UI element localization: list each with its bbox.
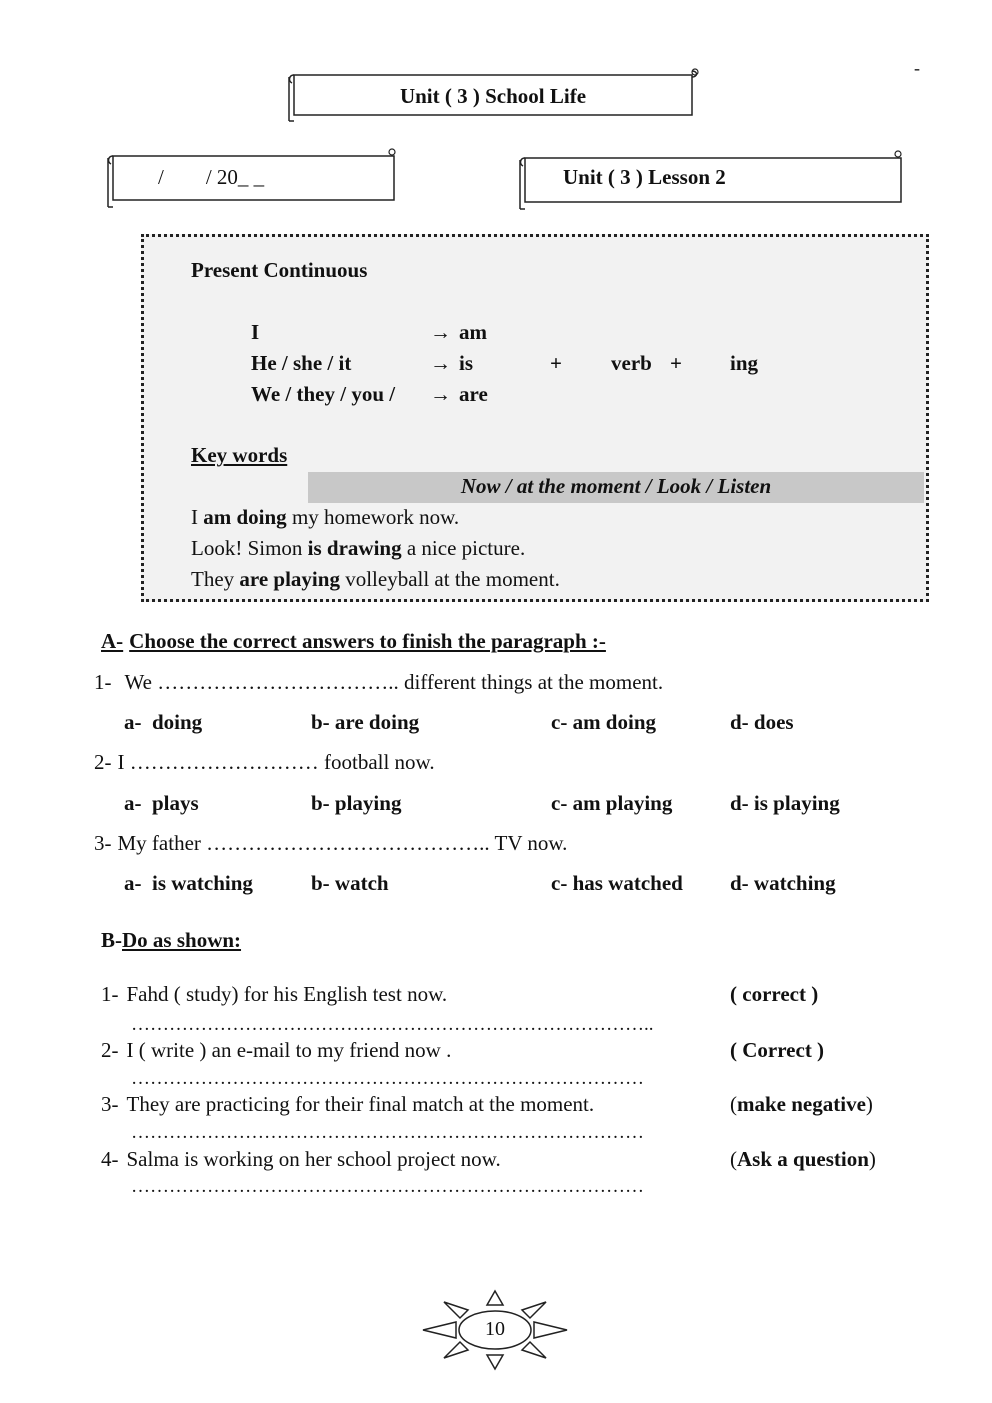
arrow-icon: → bbox=[430, 382, 451, 406]
example-2: Look! Simon is drawing a nice picture. bbox=[191, 536, 526, 560]
q2-option-a[interactable]: a- plays bbox=[124, 791, 199, 815]
unit-title: Unit ( 3 ) School Life bbox=[399, 84, 587, 108]
page-number-badge bbox=[420, 1288, 570, 1372]
q2-option-d[interactable]: d- is playing bbox=[730, 791, 840, 815]
arrow-icon: → bbox=[430, 351, 451, 375]
arrow-icon: → bbox=[430, 320, 451, 344]
verb-row-1: am bbox=[459, 320, 487, 344]
section-a-heading: A- Choose the correct answers to finish the paragraph :- bbox=[101, 629, 606, 653]
example-1: I am doing my homework now. bbox=[191, 505, 460, 529]
verb-row-2: is bbox=[459, 351, 474, 375]
corner-mark: - bbox=[914, 58, 920, 78]
q1-option-c[interactable]: c- am doing bbox=[551, 710, 656, 734]
question-2: 2- I ……………………… football now. bbox=[94, 750, 435, 774]
q2-option-b[interactable]: b- playing bbox=[311, 791, 402, 815]
exercise-3-task: (make negative) bbox=[730, 1092, 873, 1116]
subject-row-3: We / they / you / bbox=[251, 382, 396, 406]
key-words-label: Key words bbox=[191, 443, 288, 467]
formula-ending: ing bbox=[730, 351, 759, 375]
date-field: / / 20_ _ bbox=[158, 165, 265, 189]
exercise-1-answer-line[interactable]: ……………………………………………………………………….. bbox=[131, 1014, 654, 1035]
formula-verb: verb bbox=[611, 351, 652, 375]
page-number: 10 bbox=[485, 1318, 505, 1340]
exercise-4: 4- Salma is working on her school project now. bbox=[101, 1147, 501, 1171]
unit-title-banner bbox=[286, 67, 700, 123]
question-1: 1- We …………………………….. different things at the moment. bbox=[94, 670, 664, 694]
q3-option-b[interactable]: b- watch bbox=[311, 871, 389, 895]
section-b-heading: B-Do as shown: bbox=[101, 928, 242, 952]
q3-option-a[interactable]: a- is watching bbox=[124, 871, 253, 895]
question-3: 3- My father ………………………………….. TV now. bbox=[94, 831, 568, 855]
verb-row-3: are bbox=[459, 382, 488, 406]
lesson-title: Unit ( 3 ) Lesson 2 bbox=[563, 165, 726, 189]
q1-option-b[interactable]: b- are doing bbox=[311, 710, 420, 734]
q3-option-d[interactable]: d- watching bbox=[730, 871, 836, 895]
exercise-3-answer-line[interactable]: ……………………………………………………………………… bbox=[131, 1122, 644, 1143]
exercise-1-task: ( correct ) bbox=[730, 982, 819, 1006]
exercise-2: 2- I ( write ) an e-mail to my friend now . bbox=[101, 1038, 452, 1062]
date-banner bbox=[104, 147, 396, 209]
subject-row-1: I bbox=[251, 320, 260, 344]
formula-plus-1: + bbox=[550, 351, 562, 375]
q2-option-c[interactable]: c- am playing bbox=[551, 791, 673, 815]
exercise-1: 1- Fahd ( study) for his English test now. bbox=[101, 982, 448, 1006]
example-3: They are playing volleyball at the moment. bbox=[191, 567, 560, 591]
grammar-title: Present Continuous bbox=[191, 258, 368, 282]
exercise-2-answer-line[interactable]: ……………………………………………………………………… bbox=[131, 1068, 644, 1089]
formula-plus-2: + bbox=[670, 351, 682, 375]
q1-option-d[interactable]: d- does bbox=[730, 710, 794, 734]
key-words: Now / at the moment / Look / Listen bbox=[460, 474, 772, 498]
q3-option-c[interactable]: c- has watched bbox=[551, 871, 683, 895]
exercise-3: 3- They are practicing for their final match at the moment. bbox=[101, 1092, 595, 1116]
exercise-4-answer-line[interactable]: ……………………………………………………………………… bbox=[131, 1176, 644, 1197]
subject-row-2: He / she / it bbox=[251, 351, 352, 375]
lesson-banner bbox=[516, 149, 904, 211]
q1-option-a[interactable]: a- doing bbox=[124, 710, 203, 734]
exercise-2-task: ( Correct ) bbox=[730, 1038, 825, 1062]
exercise-4-task: (Ask a question) bbox=[730, 1147, 876, 1171]
